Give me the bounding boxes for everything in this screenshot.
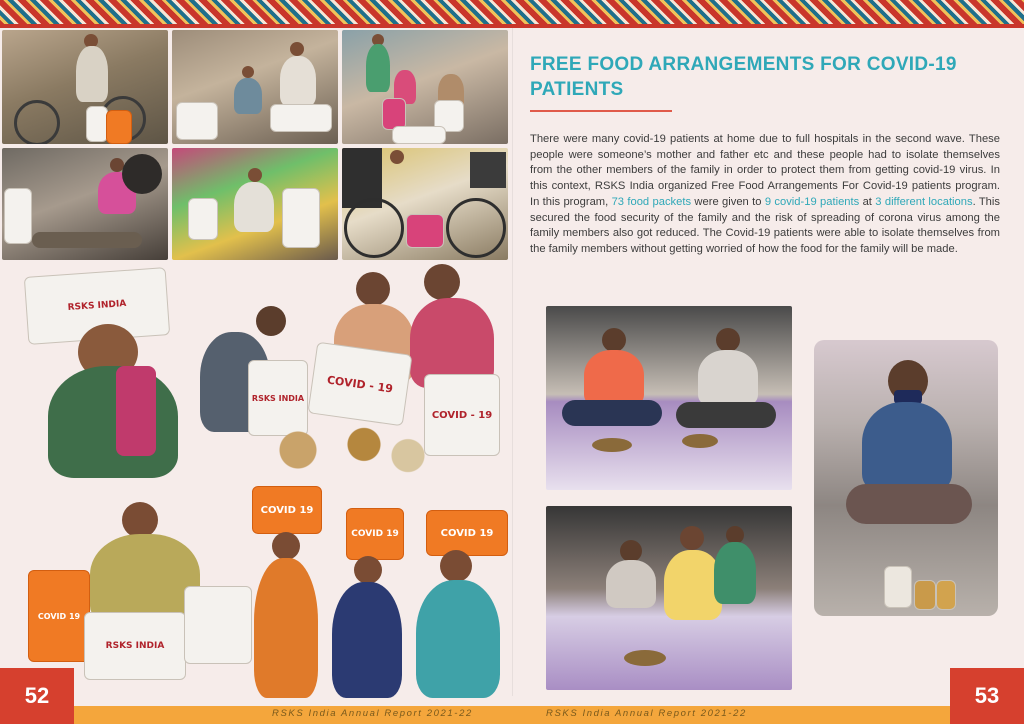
food-packet-1: [884, 566, 912, 608]
photo-group-eating-2: [546, 506, 792, 690]
body-text-part: . This secured the food security of the family and the risk of spreading of corona virus among the family members also got reduced. The Covid-19 patients were able to isolate themselves from the family members without getting worried of how the food for the family will be made.: [530, 195, 1000, 255]
decorative-top-border: [0, 0, 1024, 28]
body-text-part: There were many covid-19 patients at home due to full hospitals in the second wave. These people were someone’s mother and father etc and these people had to isolate themselves from the other members of the family in order to protect them from getting covid-19 virus. In this context, RSKS India organized Free Food Arrangements For Covid-19 patients program. In this program,: [530, 133, 1000, 208]
sack-white-right: [184, 586, 252, 664]
food-packet-3: [936, 580, 956, 610]
sack-org-label: RSKS INDIA: [105, 641, 165, 651]
highlight-locations: 3 different locations: [875, 195, 973, 208]
highlight-food-packets: 73 food packets: [611, 195, 692, 208]
sack-white-center: [84, 612, 186, 680]
sack-orange-3: [426, 510, 508, 556]
sack-covid-label: COVID 19: [37, 611, 81, 621]
photo-woman-carrying-sack: [16, 270, 202, 480]
footer-title-right: RSKS India Annual Report 2021-22: [546, 708, 747, 719]
page-spine: [512, 28, 513, 696]
footer-band: [0, 706, 1024, 724]
body-paragraph: [530, 132, 1000, 258]
title-underline: [530, 110, 672, 112]
sack-orange-1: [252, 486, 322, 534]
sack-org-label: RSKS INDIA: [67, 298, 127, 314]
sack-orange-left: [28, 570, 90, 662]
body-text-part: were given to: [691, 195, 765, 208]
footer-title-left: RSKS India Annual Report 2021-22: [272, 708, 473, 719]
sack-org-label: RSKS INDIA: [251, 393, 305, 403]
food-packet-2: [914, 580, 936, 610]
sack-covid-label: COVID 19: [260, 504, 314, 516]
photo-children-with-food-bags: [192, 262, 506, 482]
photo-bicycle-doorway: [342, 148, 508, 260]
sack-orange-2: [346, 508, 404, 560]
sack-covid-middle: [307, 342, 412, 427]
sack-covid-label: COVID 19: [351, 529, 399, 539]
photo-potter-woman: [2, 148, 168, 260]
page-number-right: 53: [950, 668, 1024, 724]
sack-covid-label: COVID 19: [440, 527, 494, 539]
photo-girl-with-food-packets: [814, 340, 998, 616]
photo-man-colourful-wall: [172, 148, 338, 260]
photo-woman-with-supplies: [28, 496, 252, 682]
sack-covid-label: COVID - 19: [326, 372, 394, 396]
photo-children-group: [342, 30, 508, 144]
page-number-left: 52: [0, 668, 74, 724]
page-title: FREE FOOD ARRANGEMENTS FOR COVID-19 PATIENTS: [530, 54, 957, 100]
body-text-part: at: [859, 195, 876, 208]
photo-women-carrying-sacks: [250, 482, 508, 702]
photo-bicycle-distribution: [2, 30, 168, 144]
sack-covid-label: COVID - 19: [431, 409, 493, 421]
highlight-patients: 9 covid-19 patients: [764, 195, 860, 208]
photo-girls-eating-1: [546, 306, 792, 490]
photo-family-with-sacks: [172, 30, 338, 144]
